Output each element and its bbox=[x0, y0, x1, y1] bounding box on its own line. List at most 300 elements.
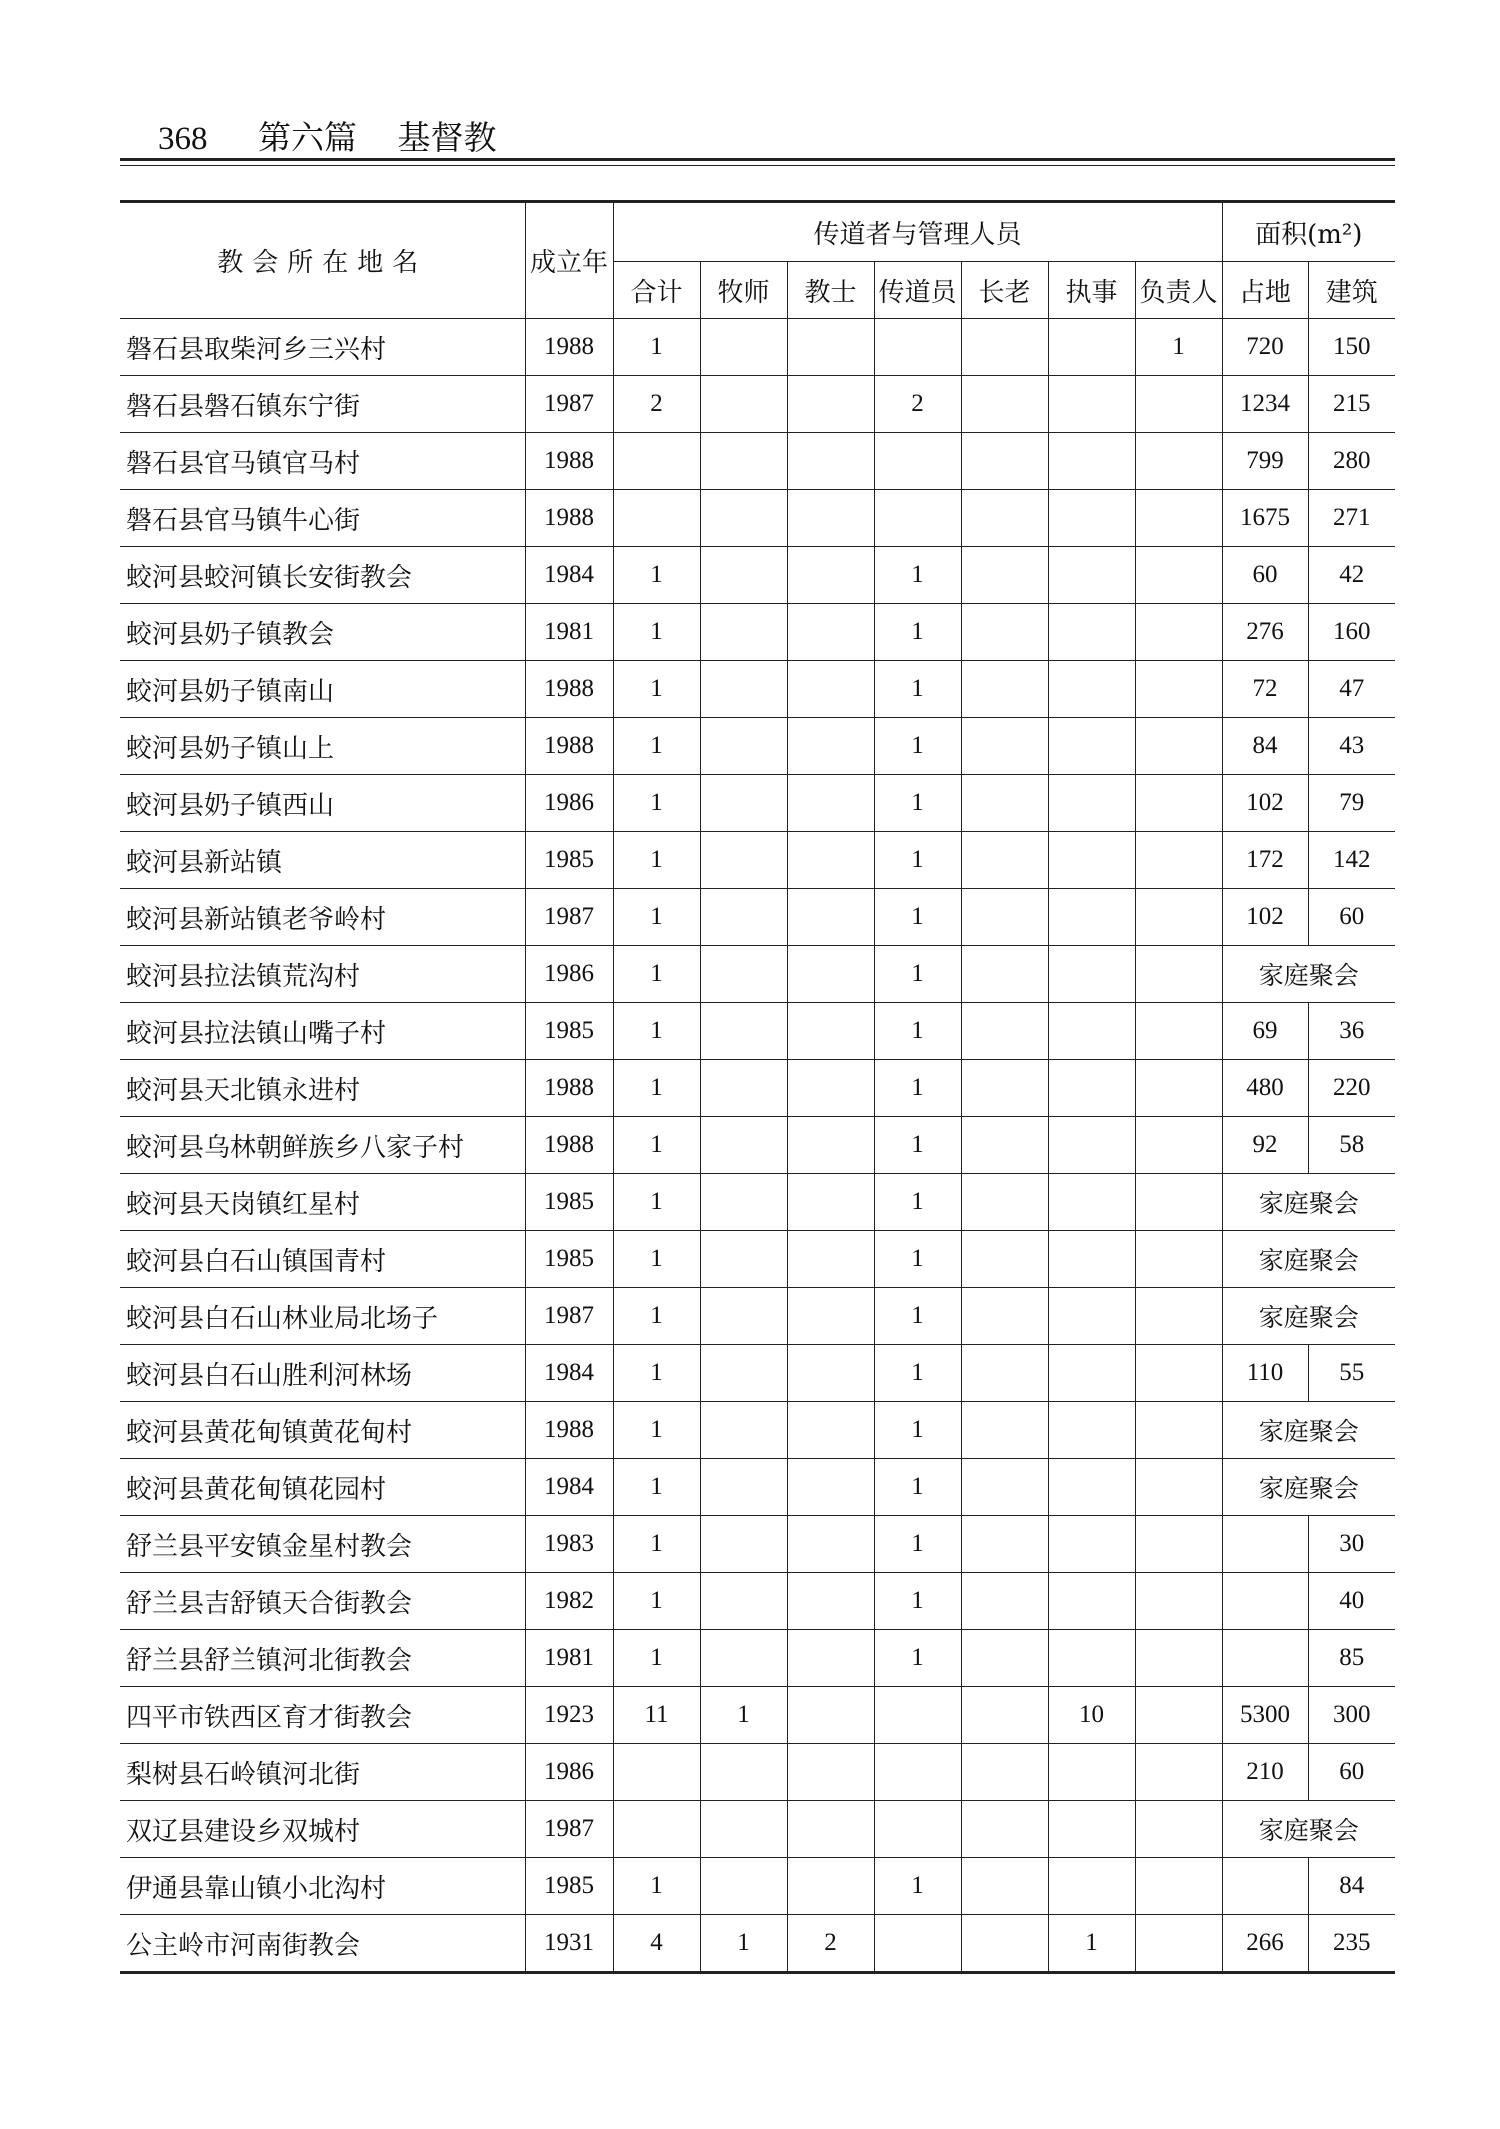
staff-count-cell bbox=[700, 1573, 787, 1630]
staff-count-cell bbox=[787, 661, 874, 718]
staff-count-cell: 1 bbox=[613, 775, 700, 832]
staff-count-cell bbox=[787, 433, 874, 490]
staff-count-cell: 1 bbox=[874, 1573, 961, 1630]
staff-count-cell bbox=[700, 1060, 787, 1117]
col-preacher: 传道员 bbox=[874, 262, 961, 319]
staff-count-cell bbox=[1048, 832, 1135, 889]
table-row bbox=[120, 433, 1395, 490]
chapter-title: 基督教 bbox=[397, 118, 497, 157]
building-area-cell: 160 bbox=[1308, 604, 1395, 661]
staff-count-cell bbox=[961, 490, 1048, 547]
location-cell: 蛟河县黄花甸镇黄花甸村 bbox=[120, 1402, 525, 1459]
building-area-cell: 58 bbox=[1308, 1117, 1395, 1174]
year-cell: 1931 bbox=[525, 1915, 613, 1973]
land-area-cell: 172 bbox=[1222, 832, 1308, 889]
staff-count-cell bbox=[787, 1801, 874, 1858]
staff-count-cell bbox=[961, 1459, 1048, 1516]
staff-count-cell bbox=[1135, 1459, 1222, 1516]
year-cell: 1986 bbox=[525, 775, 613, 832]
staff-count-cell bbox=[1135, 1402, 1222, 1459]
staff-count-cell bbox=[787, 1744, 874, 1801]
land-area-cell: 1675 bbox=[1222, 490, 1308, 547]
building-area-cell: 30 bbox=[1308, 1516, 1395, 1573]
staff-count-cell bbox=[1135, 1174, 1222, 1231]
building-area-cell: 47 bbox=[1308, 661, 1395, 718]
staff-count-cell bbox=[787, 376, 874, 433]
year-cell: 1987 bbox=[525, 889, 613, 946]
staff-count-cell: 1 bbox=[613, 1345, 700, 1402]
table-row bbox=[120, 547, 1395, 604]
house-gathering-cell: 家庭聚会 bbox=[1222, 1459, 1395, 1516]
col-deacon: 执事 bbox=[1048, 262, 1135, 319]
staff-count-cell bbox=[787, 547, 874, 604]
land-area-cell: 102 bbox=[1222, 775, 1308, 832]
staff-count-cell bbox=[1135, 661, 1222, 718]
staff-count-cell bbox=[1135, 775, 1222, 832]
table-row bbox=[120, 1573, 1395, 1630]
staff-count-cell bbox=[961, 832, 1048, 889]
building-area-cell: 271 bbox=[1308, 490, 1395, 547]
location-header: 教会所在地名 bbox=[120, 202, 525, 319]
staff-count-cell bbox=[700, 1858, 787, 1915]
staff-count-cell bbox=[787, 1060, 874, 1117]
staff-count-cell bbox=[700, 433, 787, 490]
staff-count-cell bbox=[1048, 547, 1135, 604]
staff-count-cell bbox=[700, 1003, 787, 1060]
location-cell: 磐石县官马镇牛心街 bbox=[120, 490, 525, 547]
section-label: 第六篇 bbox=[258, 118, 357, 157]
building-area-cell: 79 bbox=[1308, 775, 1395, 832]
building-area-cell: 215 bbox=[1308, 376, 1395, 433]
staff-count-cell bbox=[1048, 1345, 1135, 1402]
staff-count-cell: 2 bbox=[787, 1915, 874, 1973]
staff-count-cell bbox=[1135, 832, 1222, 889]
staff-count-cell bbox=[874, 319, 961, 376]
staff-count-cell bbox=[787, 1630, 874, 1687]
building-area-cell: 142 bbox=[1308, 832, 1395, 889]
land-area-cell: 1234 bbox=[1222, 376, 1308, 433]
year-cell: 1988 bbox=[525, 1117, 613, 1174]
staff-count-cell bbox=[1135, 1288, 1222, 1345]
staff-count-cell: 1 bbox=[613, 1402, 700, 1459]
staff-count-cell bbox=[613, 490, 700, 547]
staff-count-cell bbox=[700, 775, 787, 832]
land-area-cell: 92 bbox=[1222, 1117, 1308, 1174]
land-area-cell: 480 bbox=[1222, 1060, 1308, 1117]
staff-count-cell bbox=[1135, 376, 1222, 433]
staff-group-header: 传道者与管理人员 bbox=[613, 202, 1222, 262]
table-row bbox=[120, 1174, 1395, 1231]
staff-count-cell bbox=[700, 1345, 787, 1402]
founded-header: 成立年 bbox=[525, 202, 613, 319]
staff-count-cell bbox=[787, 1516, 874, 1573]
staff-count-cell bbox=[1048, 1858, 1135, 1915]
house-gathering-cell: 家庭聚会 bbox=[1222, 1231, 1395, 1288]
staff-count-cell: 1 bbox=[613, 718, 700, 775]
land-area-cell: 84 bbox=[1222, 718, 1308, 775]
location-cell: 蛟河县新站镇 bbox=[120, 832, 525, 889]
staff-count-cell: 1 bbox=[1048, 1915, 1135, 1973]
table-row bbox=[120, 1288, 1395, 1345]
staff-count-cell bbox=[787, 1003, 874, 1060]
land-area-cell: 720 bbox=[1222, 319, 1308, 376]
staff-count-cell bbox=[961, 547, 1048, 604]
staff-count-cell bbox=[1135, 1687, 1222, 1744]
staff-count-cell bbox=[1135, 547, 1222, 604]
staff-count-cell: 1 bbox=[613, 604, 700, 661]
location-cell: 双辽县建设乡双城村 bbox=[120, 1801, 525, 1858]
land-area-cell: 60 bbox=[1222, 547, 1308, 604]
staff-count-cell bbox=[700, 889, 787, 946]
staff-count-cell bbox=[1048, 490, 1135, 547]
table-row bbox=[120, 319, 1395, 376]
table-row bbox=[120, 1459, 1395, 1516]
building-area-cell: 85 bbox=[1308, 1630, 1395, 1687]
staff-count-cell bbox=[613, 1801, 700, 1858]
year-cell: 1985 bbox=[525, 1858, 613, 1915]
staff-count-cell: 1 bbox=[874, 775, 961, 832]
staff-count-cell bbox=[1048, 1516, 1135, 1573]
table-row bbox=[120, 604, 1395, 661]
staff-count-cell bbox=[1048, 1288, 1135, 1345]
year-cell: 1987 bbox=[525, 1288, 613, 1345]
staff-count-cell bbox=[613, 1744, 700, 1801]
staff-count-cell bbox=[700, 1801, 787, 1858]
staff-count-cell: 1 bbox=[874, 1459, 961, 1516]
location-cell: 蛟河县乌林朝鲜族乡八家子村 bbox=[120, 1117, 525, 1174]
staff-count-cell: 1 bbox=[874, 1516, 961, 1573]
staff-count-cell bbox=[1135, 1516, 1222, 1573]
table-row bbox=[120, 490, 1395, 547]
staff-count-cell bbox=[961, 1288, 1048, 1345]
location-cell: 磐石县取柴河乡三兴村 bbox=[120, 319, 525, 376]
staff-count-cell bbox=[700, 1630, 787, 1687]
staff-count-cell bbox=[1135, 1060, 1222, 1117]
building-area-cell: 42 bbox=[1308, 547, 1395, 604]
staff-count-cell bbox=[787, 832, 874, 889]
staff-count-cell bbox=[961, 1174, 1048, 1231]
staff-count-cell bbox=[1135, 490, 1222, 547]
staff-count-cell bbox=[1048, 1003, 1135, 1060]
location-cell: 舒兰县平安镇金星村教会 bbox=[120, 1516, 525, 1573]
staff-count-cell bbox=[1048, 718, 1135, 775]
staff-count-cell: 1 bbox=[613, 547, 700, 604]
staff-count-cell bbox=[787, 1687, 874, 1744]
col-missionary: 教士 bbox=[787, 262, 874, 319]
year-cell: 1985 bbox=[525, 1003, 613, 1060]
building-area-cell: 300 bbox=[1308, 1687, 1395, 1744]
staff-count-cell bbox=[961, 1744, 1048, 1801]
location-cell: 蛟河县白石山林业局北场子 bbox=[120, 1288, 525, 1345]
col-building-area: 建筑 bbox=[1308, 262, 1395, 319]
page-number: 368 bbox=[158, 121, 208, 157]
staff-count-cell bbox=[700, 661, 787, 718]
table-row bbox=[120, 1516, 1395, 1573]
land-area-cell: 266 bbox=[1222, 1915, 1308, 1973]
col-elder: 长老 bbox=[961, 262, 1048, 319]
staff-count-cell: 1 bbox=[874, 1003, 961, 1060]
location-cell: 蛟河县拉法镇荒沟村 bbox=[120, 946, 525, 1003]
staff-count-cell: 1 bbox=[613, 1573, 700, 1630]
building-area-cell: 36 bbox=[1308, 1003, 1395, 1060]
land-area-cell bbox=[1222, 1516, 1308, 1573]
land-area-cell: 5300 bbox=[1222, 1687, 1308, 1744]
year-cell: 1984 bbox=[525, 547, 613, 604]
staff-count-cell bbox=[787, 1459, 874, 1516]
staff-count-cell bbox=[874, 1915, 961, 1973]
staff-count-cell bbox=[613, 433, 700, 490]
house-gathering-cell: 家庭聚会 bbox=[1222, 1801, 1395, 1858]
staff-count-cell bbox=[961, 718, 1048, 775]
staff-count-cell bbox=[874, 490, 961, 547]
location-cell: 蛟河县白石山胜利河林场 bbox=[120, 1345, 525, 1402]
staff-count-cell bbox=[1048, 1060, 1135, 1117]
year-cell: 1987 bbox=[525, 376, 613, 433]
building-area-cell: 43 bbox=[1308, 718, 1395, 775]
table-row bbox=[120, 1687, 1395, 1744]
year-cell: 1985 bbox=[525, 832, 613, 889]
location-cell: 蛟河县蛟河镇长安街教会 bbox=[120, 547, 525, 604]
year-cell: 1988 bbox=[525, 1402, 613, 1459]
staff-count-cell bbox=[961, 1060, 1048, 1117]
table-row bbox=[120, 1060, 1395, 1117]
land-area-cell: 69 bbox=[1222, 1003, 1308, 1060]
staff-count-cell bbox=[1135, 946, 1222, 1003]
staff-count-cell: 1 bbox=[874, 1402, 961, 1459]
staff-count-cell bbox=[961, 1915, 1048, 1973]
staff-count-cell bbox=[787, 1345, 874, 1402]
staff-count-cell bbox=[1048, 1573, 1135, 1630]
staff-count-cell: 1 bbox=[613, 1630, 700, 1687]
staff-count-cell bbox=[1135, 1003, 1222, 1060]
col-person-in-charge: 负责人 bbox=[1135, 262, 1222, 319]
staff-count-cell bbox=[787, 490, 874, 547]
building-area-cell: 235 bbox=[1308, 1915, 1395, 1973]
staff-count-cell: 1 bbox=[700, 1915, 787, 1973]
staff-count-cell: 11 bbox=[613, 1687, 700, 1744]
staff-count-cell bbox=[874, 433, 961, 490]
land-area-cell bbox=[1222, 1858, 1308, 1915]
staff-count-cell: 1 bbox=[613, 1288, 700, 1345]
staff-count-cell bbox=[961, 1345, 1048, 1402]
year-cell: 1988 bbox=[525, 319, 613, 376]
table-row bbox=[120, 1801, 1395, 1858]
table-row bbox=[120, 1915, 1395, 1973]
staff-count-cell bbox=[700, 604, 787, 661]
staff-count-cell bbox=[961, 1402, 1048, 1459]
table-row bbox=[120, 889, 1395, 946]
staff-count-cell bbox=[1048, 1630, 1135, 1687]
staff-count-cell: 2 bbox=[874, 376, 961, 433]
staff-count-cell: 1 bbox=[613, 1231, 700, 1288]
staff-count-cell bbox=[1135, 1801, 1222, 1858]
staff-count-cell bbox=[787, 604, 874, 661]
land-area-cell: 276 bbox=[1222, 604, 1308, 661]
header-rule-thin bbox=[120, 165, 1395, 166]
staff-count-cell bbox=[961, 1687, 1048, 1744]
staff-count-cell: 1 bbox=[613, 832, 700, 889]
staff-count-cell bbox=[700, 1744, 787, 1801]
table-row bbox=[120, 1003, 1395, 1060]
staff-count-cell bbox=[1048, 946, 1135, 1003]
staff-count-cell bbox=[787, 889, 874, 946]
staff-count-cell bbox=[700, 1288, 787, 1345]
staff-count-cell bbox=[700, 547, 787, 604]
staff-count-cell: 4 bbox=[613, 1915, 700, 1973]
table-row bbox=[120, 718, 1395, 775]
staff-count-cell bbox=[874, 1801, 961, 1858]
year-cell: 1986 bbox=[525, 1744, 613, 1801]
staff-count-cell: 1 bbox=[874, 946, 961, 1003]
year-cell: 1923 bbox=[525, 1687, 613, 1744]
building-area-cell: 55 bbox=[1308, 1345, 1395, 1402]
staff-count-cell bbox=[961, 1003, 1048, 1060]
land-area-cell: 210 bbox=[1222, 1744, 1308, 1801]
year-cell: 1981 bbox=[525, 1630, 613, 1687]
location-cell: 蛟河县天岗镇红星村 bbox=[120, 1174, 525, 1231]
building-area-cell: 150 bbox=[1308, 319, 1395, 376]
location-cell: 舒兰县吉舒镇天合街教会 bbox=[120, 1573, 525, 1630]
year-cell: 1988 bbox=[525, 490, 613, 547]
staff-count-cell bbox=[1135, 604, 1222, 661]
staff-count-cell bbox=[1048, 775, 1135, 832]
staff-count-cell: 1 bbox=[874, 832, 961, 889]
staff-count-cell bbox=[700, 946, 787, 1003]
staff-count-cell: 1 bbox=[613, 1459, 700, 1516]
table-body bbox=[120, 319, 1395, 1973]
staff-count-cell bbox=[1048, 661, 1135, 718]
staff-count-cell bbox=[787, 319, 874, 376]
location-cell: 蛟河县白石山镇国青村 bbox=[120, 1231, 525, 1288]
staff-count-cell: 1 bbox=[874, 547, 961, 604]
col-total: 合计 bbox=[613, 262, 700, 319]
staff-count-cell bbox=[1048, 604, 1135, 661]
staff-count-cell bbox=[961, 376, 1048, 433]
building-area-cell: 84 bbox=[1308, 1858, 1395, 1915]
staff-count-cell bbox=[961, 1117, 1048, 1174]
year-cell: 1988 bbox=[525, 433, 613, 490]
land-area-cell bbox=[1222, 1573, 1308, 1630]
year-cell: 1984 bbox=[525, 1345, 613, 1402]
staff-count-cell: 1 bbox=[613, 1003, 700, 1060]
staff-count-cell bbox=[961, 1801, 1048, 1858]
table-row bbox=[120, 376, 1395, 433]
staff-count-cell: 10 bbox=[1048, 1687, 1135, 1744]
location-cell: 蛟河县奶子镇山上 bbox=[120, 718, 525, 775]
location-cell: 蛟河县奶子镇教会 bbox=[120, 604, 525, 661]
staff-count-cell: 1 bbox=[874, 1858, 961, 1915]
table-row bbox=[120, 1744, 1395, 1801]
staff-count-cell bbox=[1048, 1231, 1135, 1288]
staff-count-cell bbox=[787, 946, 874, 1003]
table-row bbox=[120, 946, 1395, 1003]
staff-count-cell: 1 bbox=[874, 1345, 961, 1402]
location-cell: 蛟河县奶子镇南山 bbox=[120, 661, 525, 718]
staff-count-cell bbox=[787, 1288, 874, 1345]
staff-count-cell bbox=[1135, 1630, 1222, 1687]
staff-count-cell bbox=[787, 1402, 874, 1459]
land-area-cell: 110 bbox=[1222, 1345, 1308, 1402]
location-cell: 公主岭市河南街教会 bbox=[120, 1915, 525, 1973]
building-area-cell: 60 bbox=[1308, 1744, 1395, 1801]
location-cell: 舒兰县舒兰镇河北街教会 bbox=[120, 1630, 525, 1687]
land-area-cell bbox=[1222, 1630, 1308, 1687]
table-row bbox=[120, 1345, 1395, 1402]
col-land-area: 占地 bbox=[1222, 262, 1308, 319]
staff-count-cell bbox=[787, 1573, 874, 1630]
staff-count-cell bbox=[1048, 889, 1135, 946]
land-area-cell: 72 bbox=[1222, 661, 1308, 718]
land-area-cell: 102 bbox=[1222, 889, 1308, 946]
location-cell: 蛟河县黄花甸镇花园村 bbox=[120, 1459, 525, 1516]
staff-count-cell bbox=[1048, 319, 1135, 376]
house-gathering-cell: 家庭聚会 bbox=[1222, 1288, 1395, 1345]
staff-count-cell: 1 bbox=[613, 1858, 700, 1915]
staff-count-cell bbox=[700, 1402, 787, 1459]
staff-count-cell bbox=[961, 1231, 1048, 1288]
year-cell: 1985 bbox=[525, 1231, 613, 1288]
staff-count-cell bbox=[1048, 433, 1135, 490]
staff-count-cell: 1 bbox=[874, 661, 961, 718]
staff-count-cell: 1 bbox=[874, 718, 961, 775]
year-cell: 1987 bbox=[525, 1801, 613, 1858]
staff-count-cell: 1 bbox=[613, 661, 700, 718]
staff-count-cell bbox=[1048, 1459, 1135, 1516]
staff-count-cell: 1 bbox=[874, 604, 961, 661]
year-cell: 1986 bbox=[525, 946, 613, 1003]
staff-count-cell bbox=[874, 1744, 961, 1801]
staff-count-cell: 1 bbox=[874, 1630, 961, 1687]
staff-count-cell bbox=[787, 1231, 874, 1288]
staff-count-cell bbox=[1135, 1345, 1222, 1402]
building-area-cell: 40 bbox=[1308, 1573, 1395, 1630]
location-cell: 磐石县官马镇官马村 bbox=[120, 433, 525, 490]
staff-count-cell: 1 bbox=[613, 1117, 700, 1174]
staff-count-cell: 1 bbox=[613, 946, 700, 1003]
staff-count-cell bbox=[961, 604, 1048, 661]
land-area-cell: 799 bbox=[1222, 433, 1308, 490]
staff-count-cell: 1 bbox=[613, 1060, 700, 1117]
staff-count-cell bbox=[700, 1516, 787, 1573]
staff-count-cell: 1 bbox=[613, 1174, 700, 1231]
staff-count-cell bbox=[1135, 433, 1222, 490]
location-cell: 蛟河县天北镇永进村 bbox=[120, 1060, 525, 1117]
staff-count-cell bbox=[700, 319, 787, 376]
year-cell: 1988 bbox=[525, 661, 613, 718]
location-cell: 蛟河县拉法镇山嘴子村 bbox=[120, 1003, 525, 1060]
table-row bbox=[120, 1117, 1395, 1174]
table-row bbox=[120, 661, 1395, 718]
building-area-cell: 220 bbox=[1308, 1060, 1395, 1117]
year-cell: 1988 bbox=[525, 718, 613, 775]
staff-count-cell bbox=[787, 1174, 874, 1231]
staff-count-cell bbox=[700, 376, 787, 433]
staff-count-cell bbox=[1135, 1117, 1222, 1174]
staff-count-cell: 2 bbox=[613, 376, 700, 433]
year-cell: 1982 bbox=[525, 1573, 613, 1630]
staff-count-cell: 1 bbox=[874, 1060, 961, 1117]
staff-count-cell bbox=[1135, 889, 1222, 946]
staff-count-cell bbox=[1135, 1744, 1222, 1801]
staff-count-cell bbox=[700, 1231, 787, 1288]
staff-count-cell bbox=[700, 1174, 787, 1231]
staff-count-cell bbox=[1048, 1744, 1135, 1801]
staff-count-cell bbox=[961, 433, 1048, 490]
staff-count-cell bbox=[787, 1117, 874, 1174]
table-row bbox=[120, 832, 1395, 889]
staff-count-cell: 1 bbox=[613, 889, 700, 946]
staff-count-cell bbox=[787, 775, 874, 832]
